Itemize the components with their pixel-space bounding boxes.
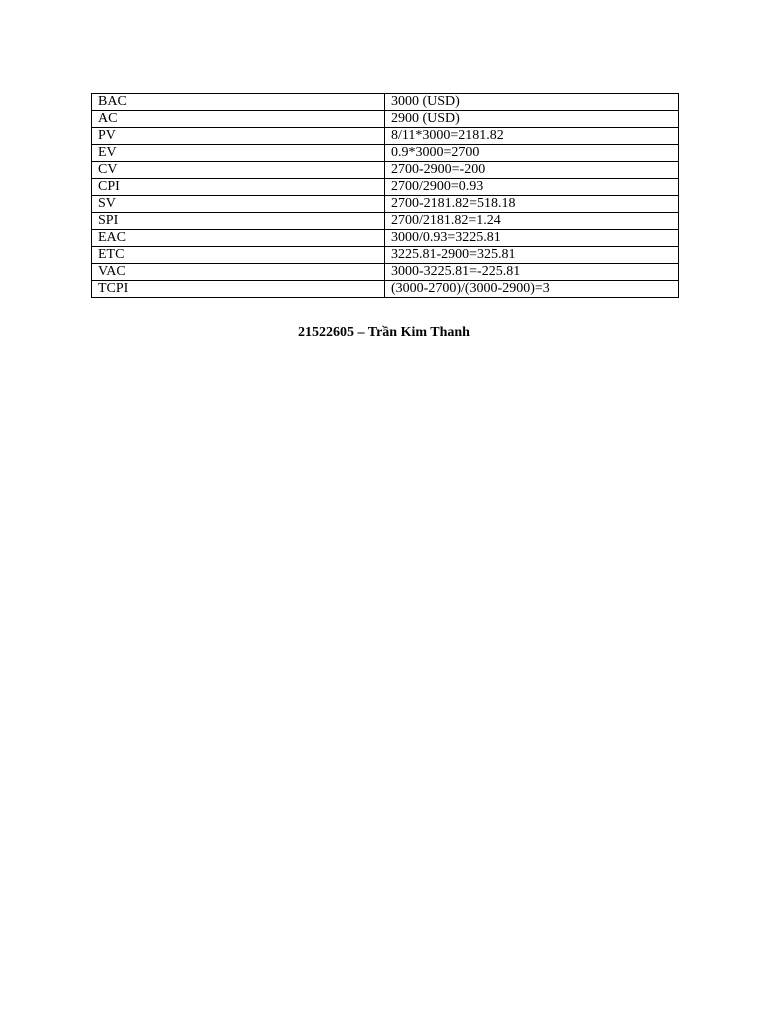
metric-value-cell: 3000 (USD) xyxy=(385,94,679,111)
table-row xyxy=(92,145,679,162)
metric-value-cell: 2700-2900=-200 xyxy=(385,162,679,179)
metric-name-cell: SPI xyxy=(92,213,385,230)
earned-value-table xyxy=(91,93,679,298)
metric-value-cell: 3225.81-2900=325.81 xyxy=(385,247,679,264)
metric-name-cell: CPI xyxy=(92,179,385,196)
table-row xyxy=(92,230,679,247)
metric-value-cell: 2700/2181.82=1.24 xyxy=(385,213,679,230)
table-row xyxy=(92,179,679,196)
table-row xyxy=(92,213,679,230)
metric-name-cell: VAC xyxy=(92,264,385,281)
metric-name-cell: PV xyxy=(92,128,385,145)
author-signature-line: 21522605 – Trần Kim Thanh xyxy=(298,325,470,340)
metric-name-cell: EAC xyxy=(92,230,385,247)
table-row xyxy=(92,128,679,145)
metric-name-cell: SV xyxy=(92,196,385,213)
metric-value-cell: 0.9*3000=2700 xyxy=(385,145,679,162)
metric-value-cell: 3000/0.93=3225.81 xyxy=(385,230,679,247)
metric-value-cell: (3000-2700)/(3000-2900)=3 xyxy=(385,281,679,298)
table-row xyxy=(92,196,679,213)
table-row xyxy=(92,162,679,179)
metric-value-cell: 8/11*3000=2181.82 xyxy=(385,128,679,145)
table-row xyxy=(92,111,679,128)
metric-name-cell: EV xyxy=(92,145,385,162)
table-row xyxy=(92,264,679,281)
table-row xyxy=(92,94,679,111)
metric-name-cell: TCPI xyxy=(92,281,385,298)
metric-name-cell: ETC xyxy=(92,247,385,264)
metric-value-cell: 2700/2900=0.93 xyxy=(385,179,679,196)
table-row xyxy=(92,281,679,298)
table-row xyxy=(92,247,679,264)
metric-name-cell: BAC xyxy=(92,94,385,111)
metric-value-cell: 3000-3225.81=-225.81 xyxy=(385,264,679,281)
metric-name-cell: AC xyxy=(92,111,385,128)
metric-value-cell: 2900 (USD) xyxy=(385,111,679,128)
metric-value-cell: 2700-2181.82=518.18 xyxy=(385,196,679,213)
metric-name-cell: CV xyxy=(92,162,385,179)
